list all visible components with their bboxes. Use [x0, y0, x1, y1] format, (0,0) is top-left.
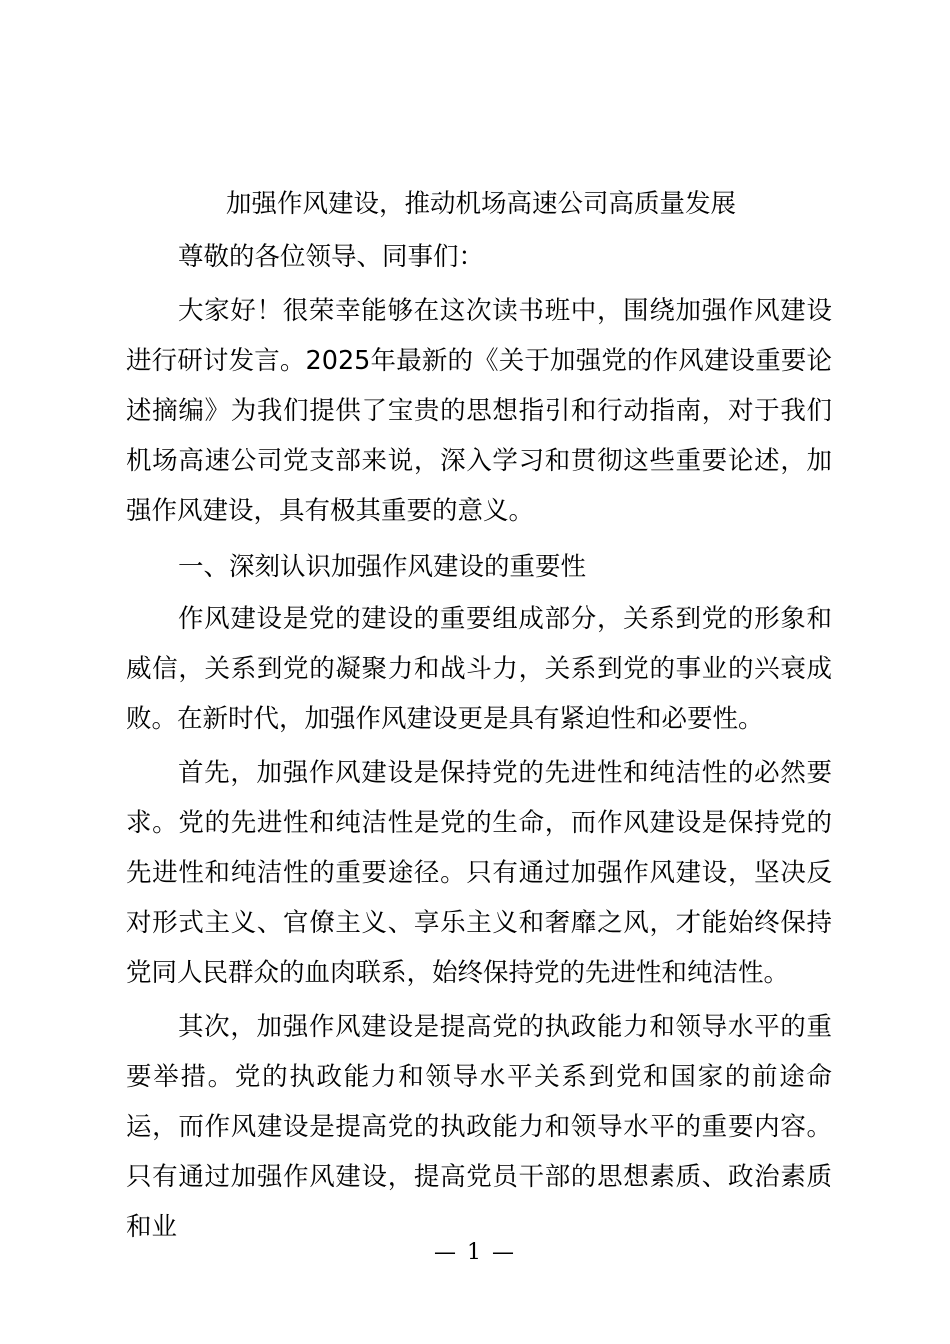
salutation: 尊敬的各位领导、同事们：: [178, 242, 485, 272]
document-title: 加强作风建设，推动机场高速公司高质量发展: [226, 189, 737, 219]
body-paragraph: 作风建设是党的建设的重要组成部分，关系到党的形象和威信，关系到党的凝聚力和战斗力，关系到党的事业的兴衰成败。在新时代，加强作风建设更是具有紧迫性和必要性。: [126, 604, 832, 734]
section-heading: 一、深刻认识加强作风建设的重要性: [178, 552, 587, 582]
page-number: — 1 —: [434, 1240, 516, 1265]
body-paragraph: 首先，加强作风建设是保持党的先进性和纯洁性的必然要求。党的先进性和纯洁性是党的生命，而作风建设是保持党的先进性和纯洁性的重要途径。只有通过加强作风建设，坚决反对形式主义、官僚主义、享乐主义和奢靡之风，才能始终保持党同人民群众的血肉联系，始终保持党的先进性和纯洁性。: [126, 758, 832, 988]
body-paragraph: 其次，加强作风建设是提高党的执政能力和领导水平的重要举措。党的执政能力和领导水平关系到党和国家的前途命运，而作风建设是提高党的执政能力和领导水平的重要内容。只有通过加强作风建设，提高党员干部的思想素质、政治素质和业: [126, 1012, 832, 1242]
document-body: [126, 176, 832, 1252]
intro-paragraph: 大家好！很荣幸能够在这次读书班中，围绕加强作风建设进行研讨发言。2025年最新的《关于加强党的作风建设重要论述摘编》为我们提供了宝贵的思想指引和行动指南，对于我们机场高速公司党支部来说，深入学习和贯彻这些重要论述，加强作风建设，具有极其重要的意义。: [126, 296, 832, 526]
